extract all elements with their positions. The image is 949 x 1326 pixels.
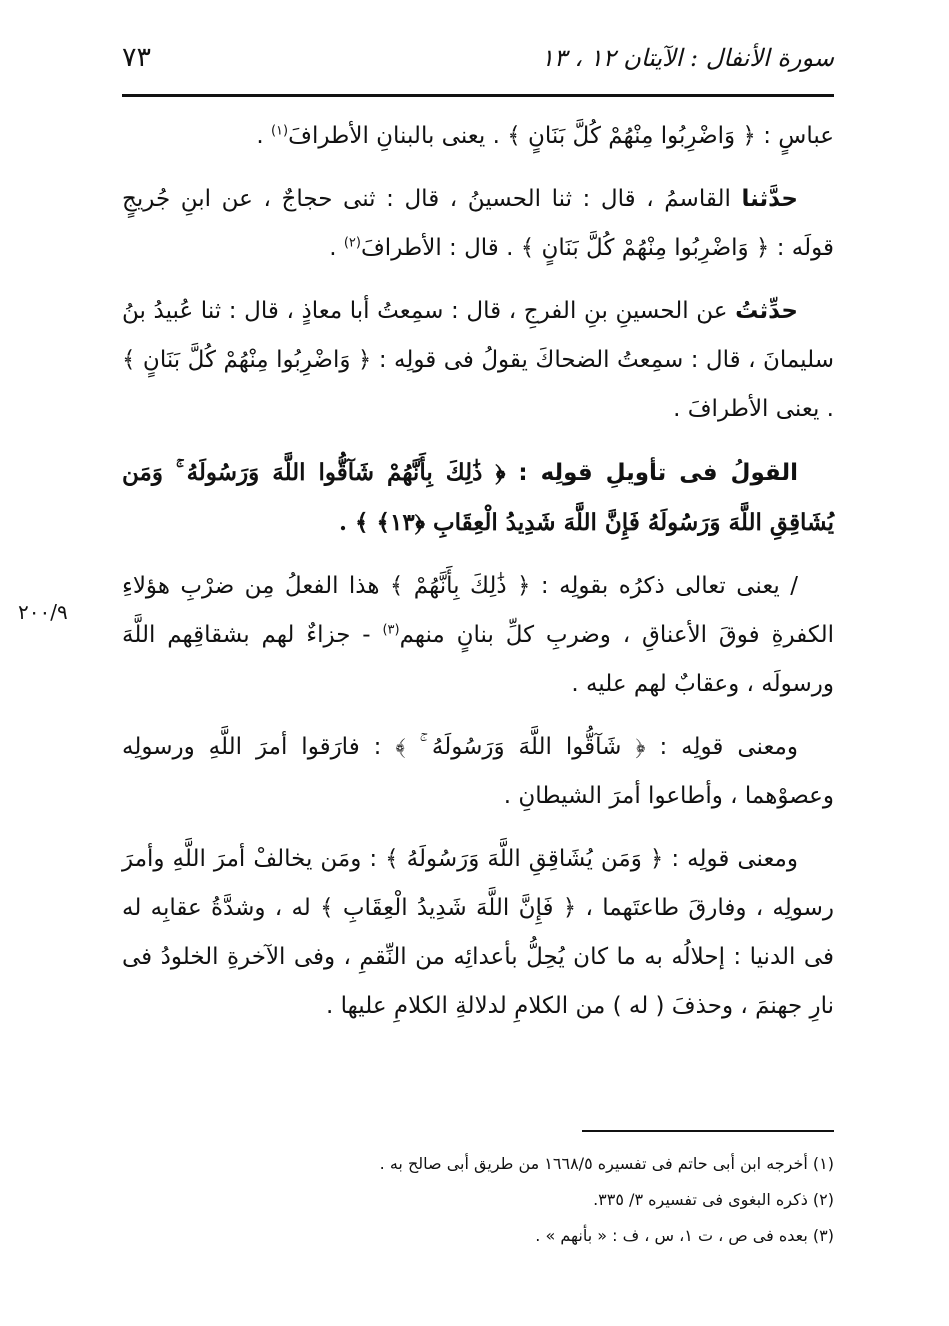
paragraph-text: عن الحسينِ بنِ الفرجِ ، قال : سمِعتُ أبا معاذٍ ، قال : ثنا عُبيدُ بنُ سليمانَ ، قال : سمِعتُ الضحاكَ يقولُ فى قولِه : ﴿ وَاضْرِبُوا مِنْهُمْ كُلَّ بَنَانٍ ﴾ . يعنى الأطرافَ . bbox=[122, 298, 834, 422]
paragraph-lead: حدِّثتُ bbox=[735, 298, 798, 324]
header-rule bbox=[122, 94, 834, 97]
footnote-1: (١) أخرجه ابن أبى حاتم فى تفسيره ١٦٦٨/٥ من طريق أبى صالح به . bbox=[379, 1154, 834, 1173]
running-title: سورة الأنفال : الآيتان ١٢ ، ١٣ bbox=[541, 44, 834, 72]
paragraph-text: ومعنى قولِه : ﴿ شَآقُّوا اللَّهَ وَرَسُولَهُ ۚ ﴾ : فارَقوا أمرَ اللَّهِ ورسولِه وعصوْهما ، وأطاعوا أمرَ الشيطانِ . bbox=[122, 734, 834, 809]
footnotes bbox=[122, 1146, 834, 1254]
paragraph-6 bbox=[122, 723, 834, 821]
running-header bbox=[122, 40, 834, 88]
paragraph-text: / يعنى تعالى ذكرُه بقولِه : ﴿ ذَٰلِكَ بِأَنَّهُمْ ﴾ هذا الفعلُ مِن ضرْبِ هؤلاءِ الكفرةِ فوقَ الأعناقِ ، وضربِ كلِّ بنانٍ منهم bbox=[122, 573, 834, 648]
paragraph-tail: . bbox=[256, 123, 271, 149]
paragraph-text: القاسمُ ، قال : ثنا الحسينُ ، قال : ثنى حجاجٌ ، عن ابنِ جُريجٍ قولَه : ﴿ وَاضْرِبُوا مِنْهُمْ كُلَّ بَنَانٍ ﴾ . قال : الأطرافَ bbox=[122, 186, 834, 261]
paragraph-text: عباسٍ : ﴿ وَاضْرِبُوا مِنْهُمْ كُلَّ بَنَانٍ ﴾ . يعنى بالبنانِ الأطرافَ bbox=[288, 123, 834, 149]
section-heading: القولُ فى تأويلِ قولِه : bbox=[518, 460, 798, 486]
paragraph-5 bbox=[122, 562, 834, 709]
footnote-marker: (١) bbox=[270, 123, 289, 139]
paragraph-tail: . bbox=[329, 235, 344, 261]
quran-verse: ﴿ ذَٰلِكَ بِأَنَّهُمْ شَآقُّوا اللَّهَ وَرَسُولَهُ ۚ وَمَن يُشَاقِقِ اللَّهَ وَرَسُولَهُ فَإِنَّ اللَّهَ شَدِيدُ الْعِقَابِ ﴿١٣﴾ ﴾ . bbox=[122, 459, 834, 536]
footnote-marker: (٢) bbox=[343, 235, 361, 251]
footnote-2: (٢) ذكره البغوى فى تفسيره ٣/ ٣٣٥. bbox=[593, 1190, 834, 1209]
paragraph-tail: - جزاءٌ لهم بشقاقِهم اللَّهَ ورسولَه ، وعقابٌ لهم عليه . bbox=[122, 622, 834, 697]
footnote-3: (٣) بعده فى ص ، ت ١، س ، ف : « بأنهم » . bbox=[535, 1226, 834, 1245]
footnote-marker: (٣) bbox=[382, 622, 400, 638]
paragraph-3 bbox=[122, 287, 834, 434]
paragraph-7 bbox=[122, 835, 834, 1031]
page-number: ٧٣ bbox=[122, 42, 152, 73]
paragraph-4 bbox=[122, 448, 834, 548]
footnote-rule bbox=[582, 1130, 834, 1132]
paragraph-2 bbox=[122, 175, 834, 273]
paragraph-1 bbox=[122, 112, 834, 161]
paragraph-text: ومعنى قولِه : ﴿ وَمَن يُشَاقِقِ اللَّهَ وَرَسُولَهُ ﴾ : ومَن يخالفْ أمرَ اللَّهِ وأمرَ رسولِه ، وفارقَ طاعتَهما ، ﴿ فَإِنَّ اللَّهَ شَدِيدُ الْعِقَابِ ﴾ له ، وشدَّةُ عقابِه له فى الدنيا : إحلالُه به ما كان يُحِلُّ بأعدائِه من النِّقمِ ، وفى الآخرةِ الخلودُ فى نارِ جهنمَ ، وحذفَ ( له ) من الكلامِ لدلالةِ الكلامِ عليها . bbox=[122, 846, 834, 1019]
paragraph-lead: حدَّثنا bbox=[741, 186, 798, 212]
main-text bbox=[122, 112, 834, 1045]
margin-volume-reference: ٢٠٠/٩ bbox=[18, 600, 68, 624]
